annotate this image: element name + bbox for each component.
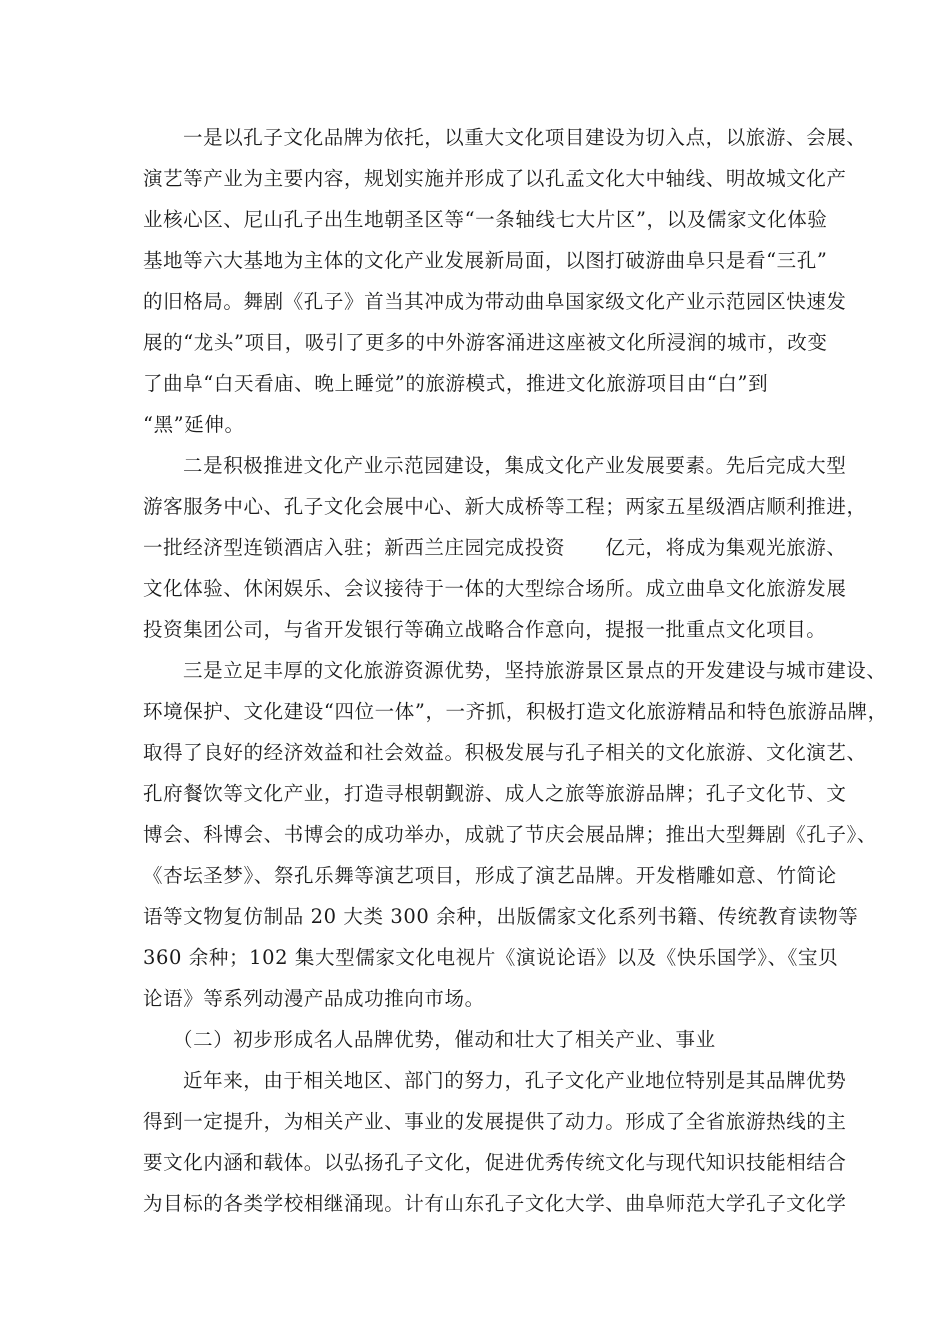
text-line: 游客服务中心、孔子文化会展中心、新大成桥等工程；两家五星级酒店顺利推进， — [143, 495, 867, 518]
text-line: 近年来，由于相关地区、部门的努力，孔子文化产业地位特别是其品牌优势 — [183, 1069, 847, 1092]
text-line: 要文化内涵和载体。以弘扬孔子文化，促进优秀传统文化与现代知识技能相结合 — [143, 1151, 847, 1174]
text-line: 博会、科博会、书博会的成功举办，成就了节庆会展品牌；推出大型舞剧《孔子》、 — [143, 823, 877, 846]
text-line: 了曲阜“白天看庙、晚上睡觉”的旅游模式，推进文化旅游项目由“白”到 — [143, 372, 769, 395]
text-line: 语等文物复仿制品 20 大类 300 余种，出版儒家文化系列书籍、传统教育读物等 — [143, 905, 859, 928]
text-line: 展的“龙头”项目，吸引了更多的中外游客涌进这座被文化所浸润的城市，改变 — [143, 331, 828, 354]
text-line: “黑”延伸。 — [143, 413, 245, 436]
text-line: 的旧格局。舞剧《孔子》首当其冲成为带动曲阜国家级文化产业示范园区快速发 — [143, 290, 847, 313]
text-line: 投资集团公司，与省开发银行等确立战略合作意向，提报一批重点文化项目。 — [143, 618, 827, 641]
text-line: 三是立足丰厚的文化旅游资源优势，坚持旅游景区景点的开发建设与城市建设、 — [183, 659, 887, 682]
text-line: 一是以孔子文化品牌为依托，以重大文化项目建设为切入点，以旅游、会展、 — [183, 126, 867, 149]
text-line: 360 余种；102 集大型儒家文化电视片《演说论语》以及《快乐国学》、《宝贝 — [143, 946, 839, 969]
text-line: 一批经济型连锁酒店入驻；新西兰庄园完成投资 亿元，将成为集观光旅游、 — [143, 536, 847, 559]
section-heading: （二）初步形成名人品牌优势，催动和壮大了相关产业、事业 — [173, 1028, 716, 1051]
text-line: 二是积极推进文化产业示范园建设，集成文化产业发展要素。先后完成大型 — [183, 454, 847, 477]
text-line: 文化体验、休闲娱乐、会议接待于一体的大型综合场所。成立曲阜文化旅游发展 — [143, 577, 847, 600]
text-line: 环境保护、文化建设“四位一体”，一齐抓，积极打造文化旅游精品和特色旅游品牌， — [143, 700, 888, 723]
text-line: 为目标的各类学校相继涌现。计有山东孔子文化大学、曲阜师范大学孔子文化学 — [143, 1192, 847, 1215]
text-line: 业核心区、尼山孔子出生地朝圣区等“一条轴线七大片区”，以及儒家文化体验 — [143, 208, 828, 231]
text-line: 基地等六大基地为主体的文化产业发展新局面，以图打破游曲阜只是看“三孔” — [143, 249, 828, 272]
text-line: 论语》等系列动漫产品成功推向市场。 — [143, 987, 485, 1010]
text-line: 孔府餐饮等文化产业，打造寻根朝觐游、成人之旅等旅游品牌；孔子文化节、文 — [143, 782, 847, 805]
text-line: 得到一定提升，为相关产业、事业的发展提供了动力。形成了全省旅游热线的主 — [143, 1110, 847, 1133]
text-line: 取得了良好的经济效益和社会效益。积极发展与孔子相关的文化旅游、文化演艺、 — [143, 741, 867, 764]
text-line: 《杏坛圣梦》、祭孔乐舞等演艺项目，形成了演艺品牌。开发楷雕如意、竹简论 — [143, 864, 837, 887]
text-line: 演艺等产业为主要内容，规划实施并形成了以孔孟文化大中轴线、明故城文化产 — [143, 167, 847, 190]
